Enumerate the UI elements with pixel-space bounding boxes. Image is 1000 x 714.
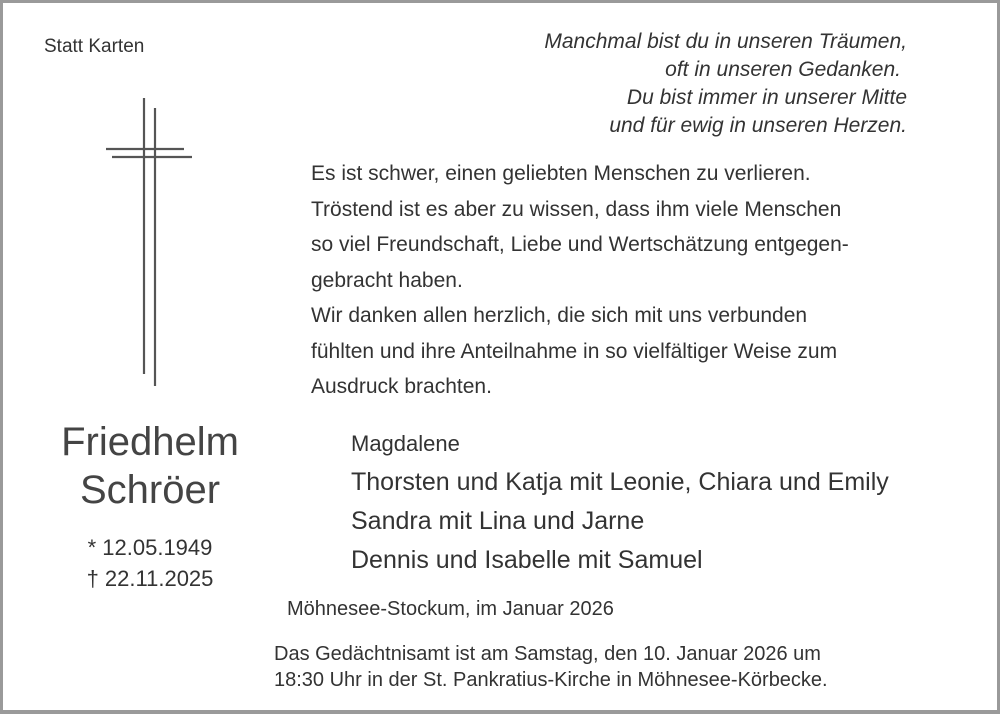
poem-line: Du bist immer in unserer Mitte	[626, 86, 907, 109]
service-line: 18:30 Uhr in der St. Pankratius-Kirche in Möhnesee-Körbecke.	[274, 669, 828, 691]
poem-line: oft in unseren Gedanken.	[665, 58, 901, 81]
message-line: fühlten und ihre Anteilnahme in so vielfältiger Weise zum	[311, 339, 838, 363]
statt-karten-label: Statt Karten	[44, 36, 145, 57]
family-member: Magdalene	[351, 431, 460, 456]
service-info	[274, 641, 828, 693]
message-line: so viel Freundschaft, Liebe und Wertschätzung entgegen-	[311, 233, 849, 256]
service-line: Das Gedächtnisamt ist am Samstag, den 10. Januar 2026 um	[274, 643, 821, 665]
poem-line: Manchmal bist du in unseren Träumen,	[544, 30, 907, 53]
death-date: † 22.11.2025	[86, 566, 214, 591]
cross-icon	[100, 96, 200, 388]
message-line: Wir danken allen herzlich, die sich mit uns verbunden	[311, 304, 808, 327]
deceased-first-name: Friedhelm	[61, 420, 239, 464]
message-text	[311, 156, 849, 405]
message-line: Es ist schwer, einen geliebten Menschen zu verlieren.	[311, 162, 811, 185]
poem-line: und für ewig in unseren Herzen.	[609, 114, 907, 137]
deceased-last-name: Schröer	[79, 468, 221, 512]
birth-date: * 12.05.1949	[87, 535, 213, 560]
life-dates	[40, 532, 260, 594]
family-member: Dennis und Isabelle mit Samuel	[351, 546, 703, 574]
place-date: Möhnesee-Stockum, im Januar 2026	[287, 598, 614, 620]
poem	[544, 28, 907, 140]
family-list	[351, 425, 889, 580]
message-line: Tröstend ist es aber zu wissen, dass ihm viele Menschen	[311, 197, 842, 221]
message-line: gebracht haben.	[311, 268, 463, 292]
message-line: Ausdruck brachten.	[311, 375, 492, 398]
family-member: Sandra mit Lina und Jarne	[351, 507, 645, 535]
family-member: Thorsten und Katja mit Leonie, Chiara und Emily	[351, 468, 889, 496]
